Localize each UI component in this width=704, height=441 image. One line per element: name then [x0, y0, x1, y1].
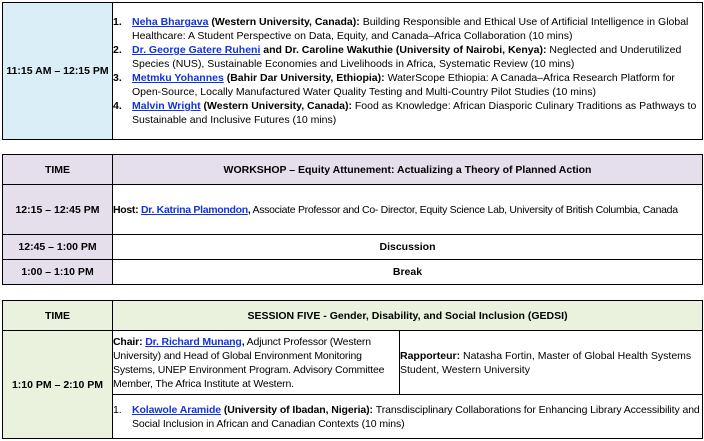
presentation-item — [113, 71, 702, 99]
speaker-affiliation: (Western University, Canada): — [208, 16, 363, 28]
speaker-affiliation: and Dr. Caroline Wakuthie (University of Nairobi, Kenya): — [260, 44, 550, 56]
chair-label: Chair: — [113, 335, 146, 348]
session-title-cell: SESSION FIVE - Gender, Disability, and Social Inclusion (GEDSI) — [113, 301, 703, 331]
item-text — [132, 15, 702, 43]
presentation-item — [113, 403, 702, 431]
time-header-cell: TIME — [3, 301, 113, 331]
workshop-table — [2, 154, 703, 285]
talk-title: Transdisciplinary Collaborations for Enhancing Library Accessibility and Social Inclusion in African and Canadian Contexts (10 mins) — [132, 403, 700, 430]
table-header-row — [3, 301, 703, 331]
speaker-link[interactable]: Metmku Yohannes — [132, 72, 224, 84]
table-row — [3, 3, 703, 140]
time-cell: 11:15 AM – 12:15 PM — [3, 3, 113, 140]
table-header-row — [3, 155, 703, 185]
speaker-link[interactable]: Dr. George Gatere Ruheni — [132, 44, 261, 56]
rapporteur-cell — [400, 331, 703, 395]
workshop-break-row — [3, 260, 703, 285]
item-number: 1. — [113, 16, 122, 28]
host-label: Host: — [113, 203, 141, 216]
speaker-link[interactable]: Neha Bhargava — [132, 16, 209, 28]
talk-title: Building Responsible and Ethical Use of Artificial Intelligence in Global Healthcare: A Student Perspective on Data, Equity, and Canada–Africa Collaboration (10 mins) — [132, 16, 689, 42]
item-number: 4. — [113, 100, 122, 112]
chair-link[interactable]: Dr. Richard Munang — [145, 335, 242, 348]
session-five-chair-row — [3, 331, 703, 395]
session-five-table — [2, 300, 703, 439]
host-details: Associate Professor and Co- Director, Equity Science Lab, University of British Columbia, Canada — [250, 203, 678, 216]
presentations-cell — [113, 3, 703, 140]
item-number: 3. — [113, 72, 122, 84]
item-text — [132, 99, 702, 127]
workshop-host-row — [3, 185, 703, 235]
time-header-cell: TIME — [3, 155, 113, 185]
workshop-title-cell: WORKSHOP – Equity Attunement: Actualizing a Theory of Planned Action — [113, 155, 703, 185]
chair-details: Adjunct Professor (Western University) and Head of Global Environment Monitoring Systems, UNEP Environment Program. Advisory Committee Member, The Africa Institute at Western. — [113, 335, 385, 390]
morning-presentations-table — [2, 2, 703, 140]
host-link[interactable]: Dr. Katrina Plamondon — [140, 203, 248, 216]
time-cell: 12:15 – 12:45 PM — [3, 185, 113, 235]
talk-title: WaterScope Ethiopia: A Canada–Africa Research Platform for Open-Source, Locally Manufactured Water Quality Testing and Multi-Country Pilot Studies (10 mins) — [132, 72, 675, 98]
speaker-link[interactable]: Kolawole Aramide — [132, 403, 222, 416]
talk-title: Food as Knowledge: African Diasporic Culinary Traditions as Pathways to Sustainable and Inclusive Futures (10 mins) — [132, 100, 697, 126]
time-cell: 1:00 – 1:10 PM — [3, 260, 113, 285]
item-text — [132, 71, 702, 99]
speaker-affiliation: (Western University, Canada): — [200, 100, 355, 112]
time-cell: 12:45 – 1:00 PM — [3, 235, 113, 260]
chair-cell — [113, 331, 400, 395]
item-number: 1. — [113, 403, 122, 416]
discussion-cell: Discussion — [113, 235, 703, 260]
speaker-affiliation: (Bahir Dar University, Ethiopia): — [223, 72, 388, 84]
host-cell — [113, 185, 703, 235]
presentation-item — [113, 15, 702, 43]
speaker-link[interactable]: Malvin Wright — [132, 100, 201, 112]
time-cell: 1:10 PM – 2:10 PM — [3, 331, 113, 439]
break-cell: Break — [113, 260, 703, 285]
rapporteur-label: Rapporteur: — [400, 349, 463, 362]
item-number: 2. — [113, 44, 122, 56]
talk-title: Neglected and Underutilized Species (NUS), Sustainable Economies and Livelihoods in Africa, Systematic Review (10 mins) — [132, 44, 682, 70]
session-item-cell — [113, 395, 703, 439]
chair-comma: , — [241, 335, 245, 348]
speaker-affiliation: (University of Ibadan, Nigeria): — [221, 403, 376, 416]
workshop-discussion-row — [3, 235, 703, 260]
presentation-item — [113, 43, 702, 71]
rapporteur-details: Natasha Fortin, Master of Global Health Systems Student, Western University — [400, 349, 692, 376]
presentation-item — [113, 99, 702, 127]
host-comma: , — [247, 203, 251, 216]
item-text — [132, 403, 702, 431]
item-text — [132, 43, 702, 71]
